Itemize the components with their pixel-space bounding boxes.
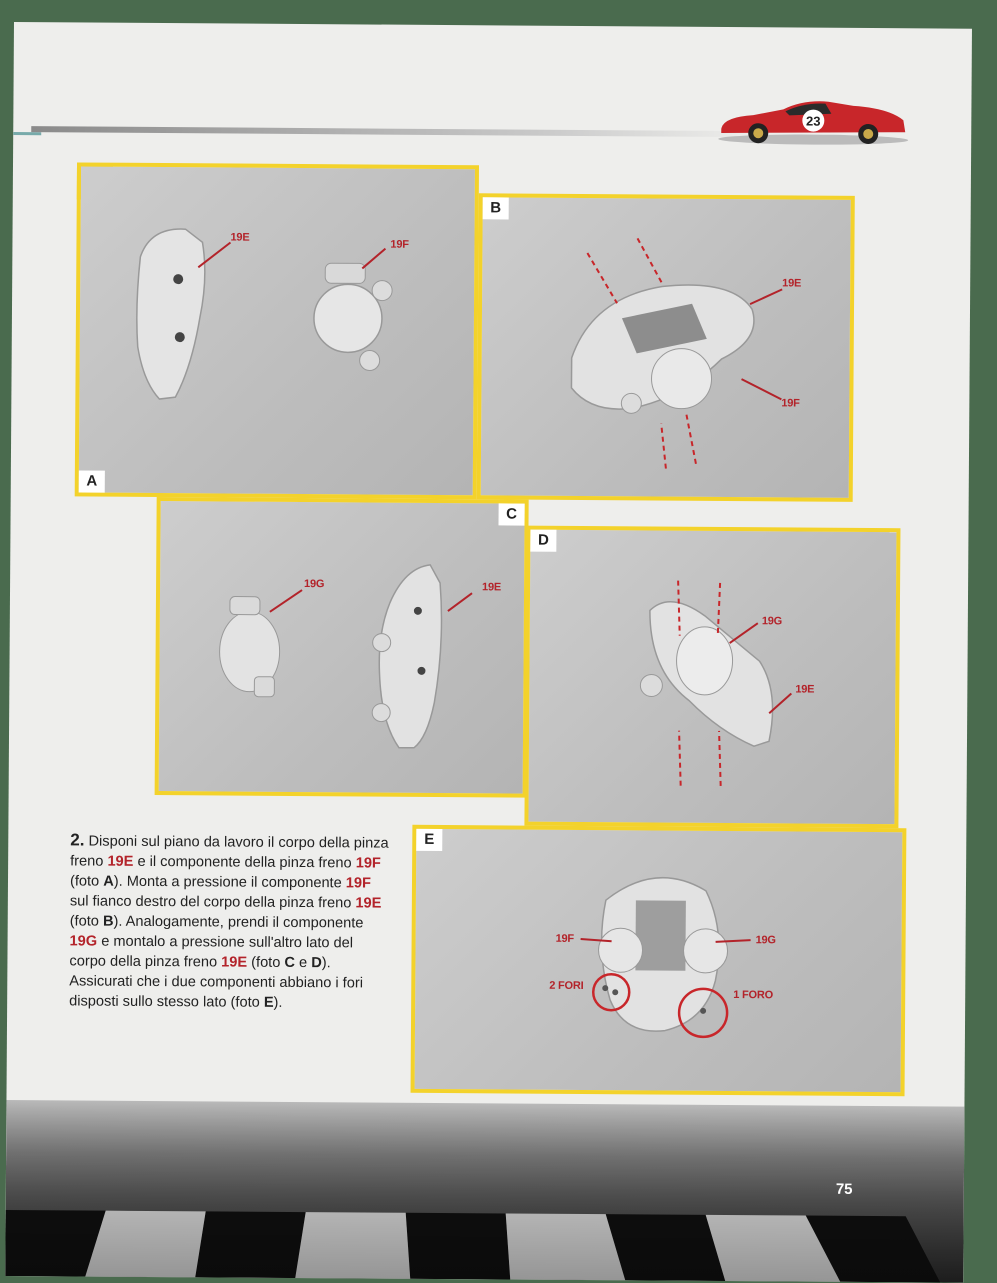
race-car-illustration — [713, 87, 913, 148]
instruction-segment: (foto — [69, 913, 104, 930]
instruction-segment: (foto — [247, 954, 285, 971]
photo-tag-a: A — [79, 470, 105, 492]
instruction-segment: e montalo a pressione sull'altro lato del corpo della pinza freno — [69, 933, 354, 971]
caliper-assembly-image — [481, 197, 851, 498]
part-code: 19F — [355, 855, 381, 872]
instruction-segment: Disponi sul piano da lavoro il corpo della pinza freno — [70, 833, 389, 870]
label-19g: 19G — [304, 578, 325, 591]
label-19e: 19E — [795, 683, 815, 696]
photo-tag-d: D — [530, 530, 556, 552]
part-code: 19G — [69, 933, 98, 950]
photo-c — [155, 497, 529, 798]
instruction-segment: sul fianco destro del corpo della pinza freno — [69, 893, 356, 912]
header-accent — [13, 132, 41, 135]
instruction-step-number: 2. — [70, 830, 85, 850]
photo-e — [411, 825, 907, 1096]
label-19f: 19F — [781, 397, 800, 410]
instruction-segment: ). Assicurati che i due componenti abbiano i fori disposti sullo stesso lato (foto — [69, 955, 364, 1011]
label-19e: 19E — [782, 277, 802, 290]
photo-a — [75, 162, 479, 499]
car-number: 23 — [806, 113, 821, 129]
photo-reference: D — [311, 955, 322, 972]
photo-reference: B — [102, 913, 114, 930]
label-2-fori: 2 FORI — [549, 979, 584, 992]
label-19g: 19G — [761, 615, 783, 628]
instruction-segment: ). Monta a pressione il componente — [113, 873, 346, 892]
label-19e: 19E — [482, 581, 502, 594]
manual-page — [5, 22, 972, 1283]
label-1-foro: 1 FORO — [733, 989, 774, 1002]
photo-tag-e: E — [416, 829, 442, 851]
instruction-segment: e il componente della pinza freno — [133, 853, 356, 872]
part-code: 19E — [107, 853, 134, 870]
label-19g: 19G — [755, 934, 776, 947]
instruction-segment: (foto — [69, 873, 104, 890]
instruction-segment: ). Analogamente, prendi il componente — [113, 913, 364, 932]
caliper-final-check-image — [415, 829, 903, 1092]
label-19e: 19E — [230, 231, 250, 244]
caliper-parts-image — [159, 501, 525, 794]
caliper-assembly-image — [528, 530, 896, 825]
photo-b — [477, 193, 855, 502]
photo-d — [524, 526, 900, 829]
photo-tag-c: C — [498, 503, 524, 525]
label-19f: 19F — [390, 238, 409, 251]
part-code: 19E — [355, 895, 382, 912]
instruction-segment: e — [294, 954, 312, 972]
page-number: 75 — [835, 1180, 853, 1198]
part-code: 19F — [345, 875, 372, 892]
instruction-text — [69, 830, 390, 1013]
photo-reference: A — [103, 873, 114, 890]
caliper-parts-image — [79, 166, 475, 495]
checkered-flag-footer — [5, 1100, 964, 1283]
photo-tag-b: B — [483, 197, 509, 219]
photo-reference: C — [284, 954, 296, 971]
label-19f: 19F — [555, 932, 575, 945]
instruction-segment: ). — [273, 994, 283, 1011]
photo-reference: E — [263, 994, 274, 1011]
part-code: 19E — [221, 954, 248, 971]
header-rule — [31, 126, 751, 137]
